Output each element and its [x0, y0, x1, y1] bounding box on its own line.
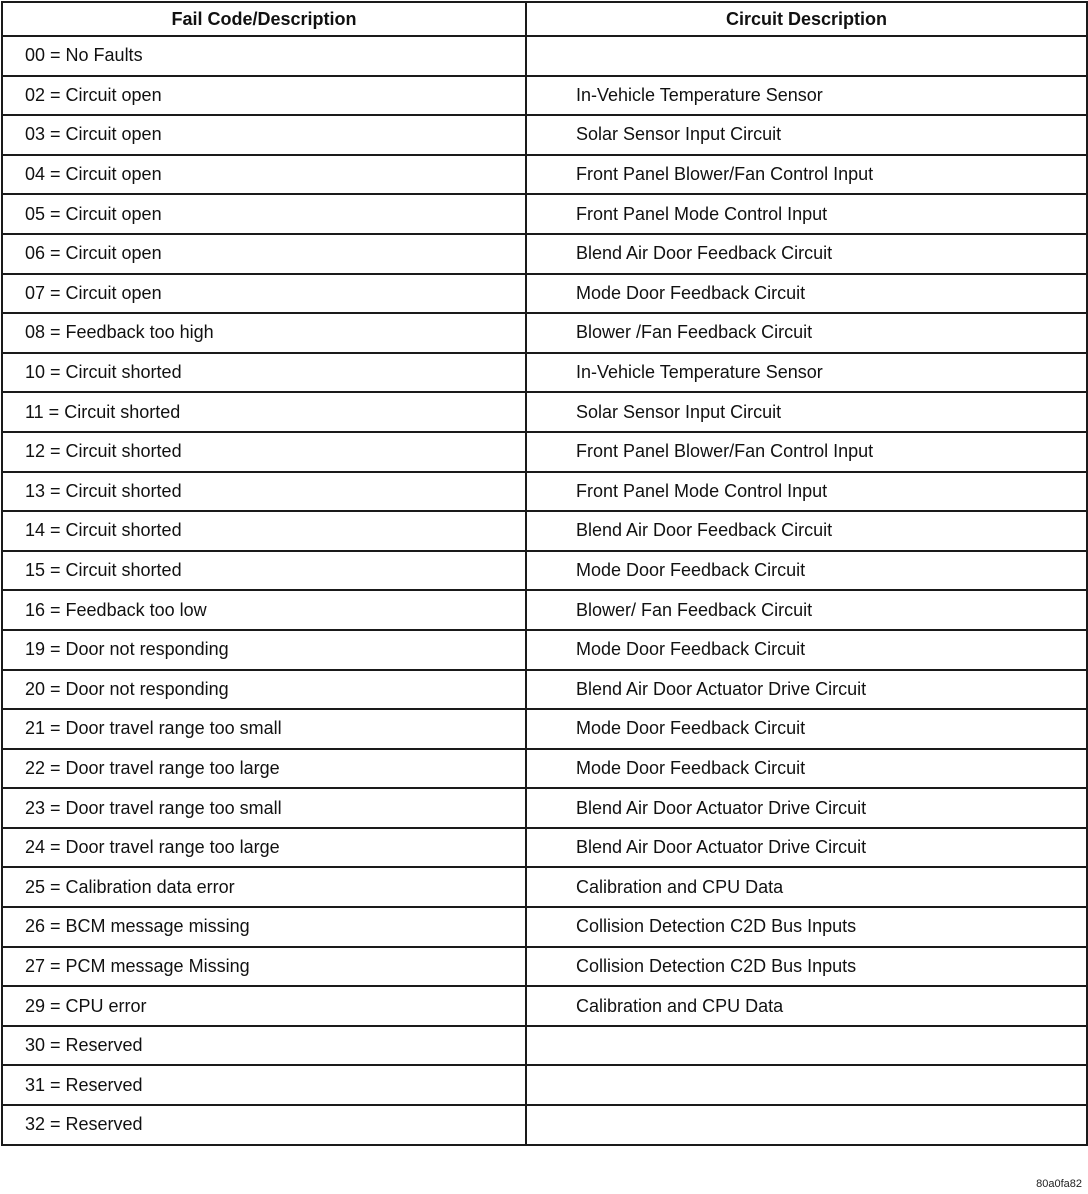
fail-code-cell: 24 = Door travel range too large — [2, 828, 526, 868]
fail-code-cell: 02 = Circuit open — [2, 76, 526, 116]
table-row — [2, 511, 1087, 551]
table-row — [2, 1065, 1087, 1105]
circuit-description-cell: Calibration and CPU Data — [526, 986, 1087, 1026]
circuit-description-cell: Front Panel Blower/Fan Control Input — [526, 155, 1087, 195]
circuit-description-cell — [526, 1065, 1087, 1105]
circuit-description-cell: Blower/ Fan Feedback Circuit — [526, 590, 1087, 630]
circuit-description-cell: Collision Detection C2D Bus Inputs — [526, 947, 1087, 987]
table-row — [2, 36, 1087, 76]
fail-code-cell: 13 = Circuit shorted — [2, 472, 526, 512]
figure-reference-code: 80a0fa82 — [1036, 1178, 1082, 1190]
table-row — [2, 313, 1087, 353]
circuit-description-cell: Mode Door Feedback Circuit — [526, 749, 1087, 789]
table-row — [2, 590, 1087, 630]
circuit-description-cell — [526, 1026, 1087, 1066]
circuit-description-cell: Mode Door Feedback Circuit — [526, 630, 1087, 670]
fail-code-cell: 20 = Door not responding — [2, 670, 526, 710]
table-row — [2, 155, 1087, 195]
fail-code-cell: 31 = Reserved — [2, 1065, 526, 1105]
fail-code-cell: 11 = Circuit shorted — [2, 392, 526, 432]
fail-code-cell: 26 = BCM message missing — [2, 907, 526, 947]
header-fail-code: Fail Code/Description — [2, 2, 526, 36]
circuit-description-cell: Blend Air Door Actuator Drive Circuit — [526, 670, 1087, 710]
table-row — [2, 432, 1087, 472]
table-row — [2, 76, 1087, 116]
fail-code-cell: 25 = Calibration data error — [2, 867, 526, 907]
table-row — [2, 194, 1087, 234]
circuit-description-cell: In-Vehicle Temperature Sensor — [526, 76, 1087, 116]
table-row — [2, 670, 1087, 710]
circuit-description-cell: Front Panel Mode Control Input — [526, 472, 1087, 512]
fail-code-cell: 15 = Circuit shorted — [2, 551, 526, 591]
circuit-description-cell — [526, 1105, 1087, 1145]
header-circuit-description: Circuit Description — [526, 2, 1087, 36]
table-row — [2, 947, 1087, 987]
fail-code-cell: 16 = Feedback too low — [2, 590, 526, 630]
table-header-row — [2, 2, 1087, 36]
table-row — [2, 115, 1087, 155]
fail-code-cell: 22 = Door travel range too large — [2, 749, 526, 789]
fail-code-cell: 21 = Door travel range too small — [2, 709, 526, 749]
circuit-description-cell — [526, 36, 1087, 76]
circuit-description-cell: Blend Air Door Actuator Drive Circuit — [526, 828, 1087, 868]
fail-code-cell: 05 = Circuit open — [2, 194, 526, 234]
fail-code-table — [1, 1, 1088, 1146]
fail-code-cell: 06 = Circuit open — [2, 234, 526, 274]
table-row — [2, 709, 1087, 749]
table-row — [2, 1105, 1087, 1145]
circuit-description-cell: Solar Sensor Input Circuit — [526, 115, 1087, 155]
circuit-description-cell: Blend Air Door Actuator Drive Circuit — [526, 788, 1087, 828]
fail-code-cell: 03 = Circuit open — [2, 115, 526, 155]
table-row — [2, 986, 1087, 1026]
fail-code-cell: 00 = No Faults — [2, 36, 526, 76]
circuit-description-cell: Mode Door Feedback Circuit — [526, 274, 1087, 314]
table-row — [2, 907, 1087, 947]
circuit-description-cell: Front Panel Blower/Fan Control Input — [526, 432, 1087, 472]
circuit-description-cell: Front Panel Mode Control Input — [526, 194, 1087, 234]
fail-code-cell: 27 = PCM message Missing — [2, 947, 526, 987]
table-row — [2, 551, 1087, 591]
fail-code-cell: 23 = Door travel range too small — [2, 788, 526, 828]
table-row — [2, 749, 1087, 789]
fail-code-cell: 32 = Reserved — [2, 1105, 526, 1145]
fail-code-cell: 07 = Circuit open — [2, 274, 526, 314]
fail-code-cell: 29 = CPU error — [2, 986, 526, 1026]
table-row — [2, 630, 1087, 670]
circuit-description-cell: Mode Door Feedback Circuit — [526, 551, 1087, 591]
table-body — [2, 36, 1087, 1145]
table-row — [2, 867, 1087, 907]
circuit-description-cell: Calibration and CPU Data — [526, 867, 1087, 907]
table-row — [2, 788, 1087, 828]
circuit-description-cell: Blend Air Door Feedback Circuit — [526, 511, 1087, 551]
fail-code-cell: 19 = Door not responding — [2, 630, 526, 670]
fail-code-cell: 14 = Circuit shorted — [2, 511, 526, 551]
circuit-description-cell: Collision Detection C2D Bus Inputs — [526, 907, 1087, 947]
circuit-description-cell: Solar Sensor Input Circuit — [526, 392, 1087, 432]
table-row — [2, 392, 1087, 432]
circuit-description-cell: Blower /Fan Feedback Circuit — [526, 313, 1087, 353]
fail-code-cell: 12 = Circuit shorted — [2, 432, 526, 472]
fail-code-cell: 04 = Circuit open — [2, 155, 526, 195]
table-row — [2, 274, 1087, 314]
table-row — [2, 828, 1087, 868]
table-row — [2, 234, 1087, 274]
fail-code-cell: 10 = Circuit shorted — [2, 353, 526, 393]
circuit-description-cell: In-Vehicle Temperature Sensor — [526, 353, 1087, 393]
circuit-description-cell: Blend Air Door Feedback Circuit — [526, 234, 1087, 274]
table-row — [2, 1026, 1087, 1066]
fail-code-cell: 08 = Feedback too high — [2, 313, 526, 353]
fail-code-cell: 30 = Reserved — [2, 1026, 526, 1066]
table-row — [2, 353, 1087, 393]
table-row — [2, 472, 1087, 512]
circuit-description-cell: Mode Door Feedback Circuit — [526, 709, 1087, 749]
